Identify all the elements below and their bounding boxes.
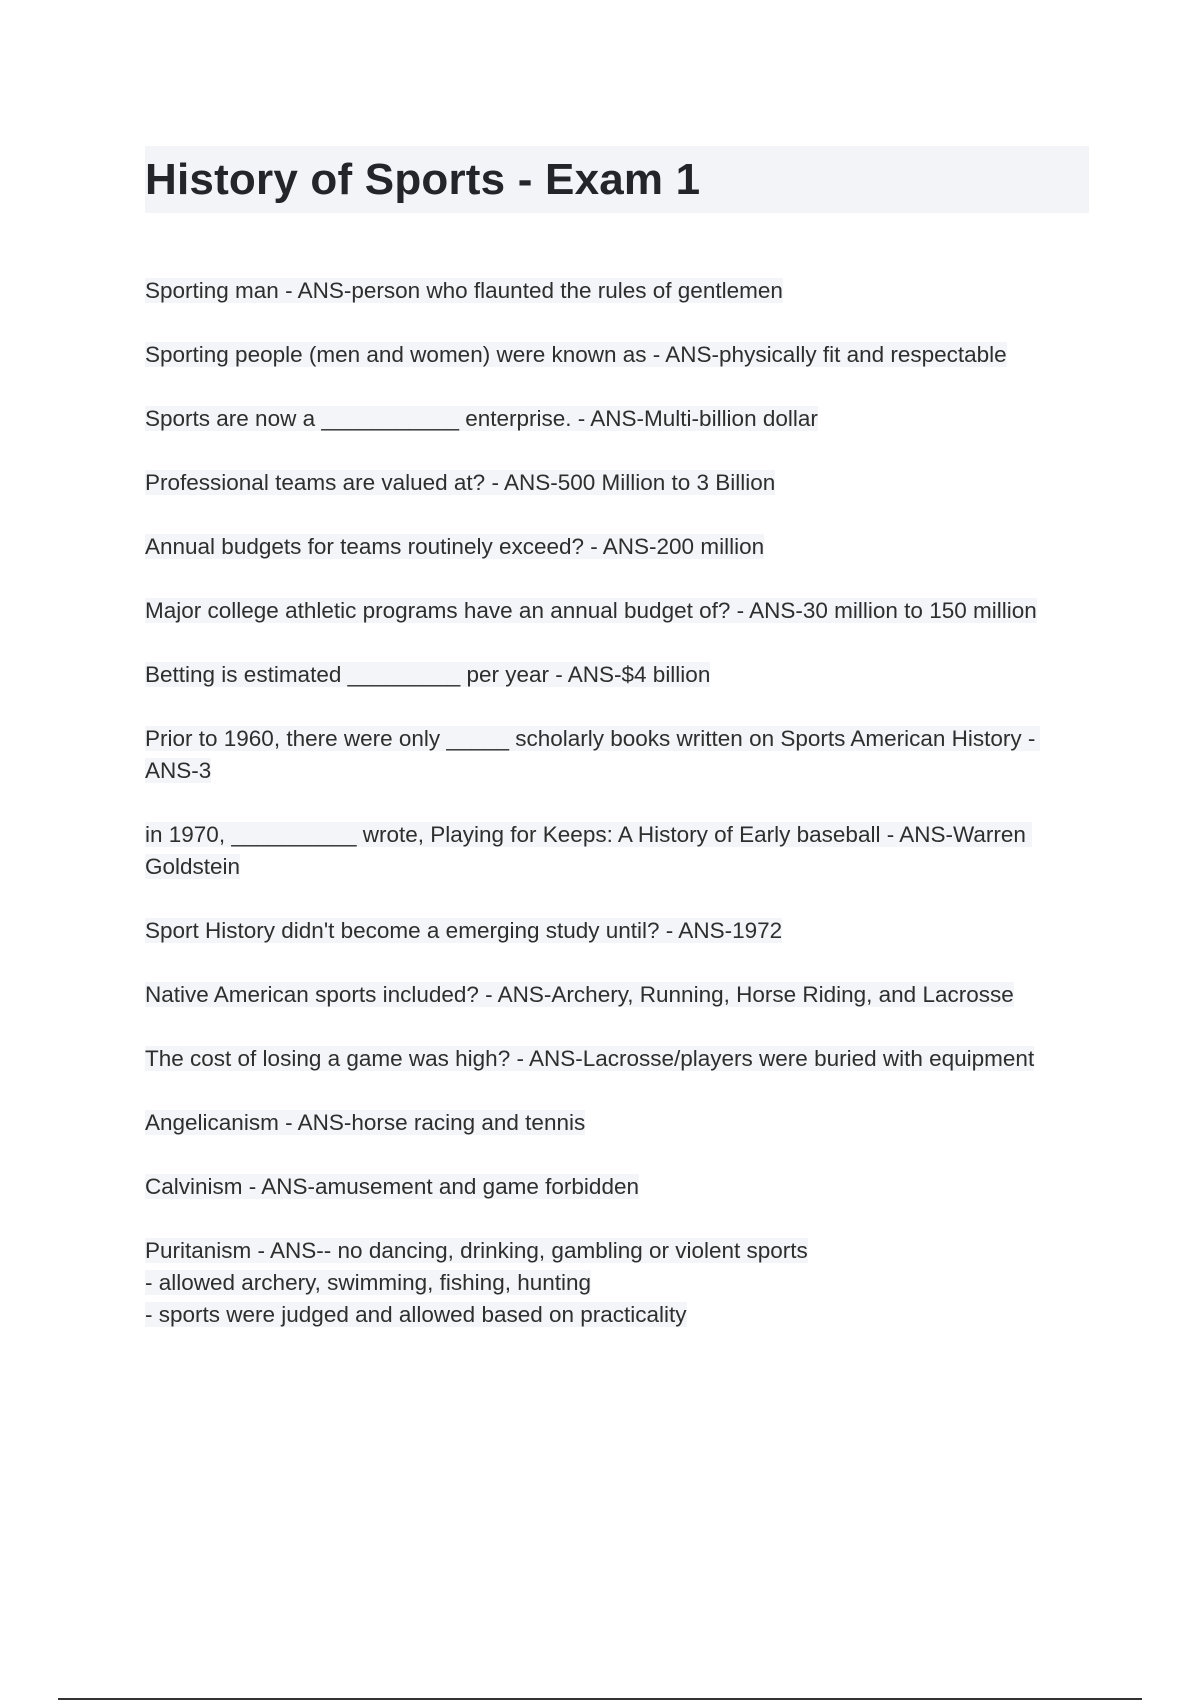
qa-item bbox=[145, 723, 1090, 787]
qa-item bbox=[145, 659, 1090, 691]
qa-item bbox=[145, 819, 1090, 883]
qa-text: The cost of losing a game was high? - ANS-Lacrosse/players were buried with equipment bbox=[145, 1046, 1035, 1071]
qa-text: Sporting man - ANS-person who flaunted the rules of gentlemen bbox=[145, 278, 783, 303]
qa-text: Sport History didn't become a emerging study until? - ANS-1972 bbox=[145, 918, 783, 943]
qa-item bbox=[145, 1107, 1090, 1139]
qa-text: Betting is estimated _________ per year - ANS-$4 billion bbox=[145, 662, 711, 687]
qa-item bbox=[145, 1043, 1090, 1075]
qa-item bbox=[145, 595, 1090, 627]
qa-text: Native American sports included? - ANS-Archery, Running, Horse Riding, and Lacrosse bbox=[145, 982, 1014, 1007]
qa-item bbox=[145, 339, 1090, 371]
qa-item bbox=[145, 275, 1090, 307]
qa-text: Angelicanism - ANS-horse racing and tennis bbox=[145, 1110, 586, 1135]
qa-item bbox=[145, 403, 1090, 435]
qa-text: Calvinism - ANS-amusement and game forbidden bbox=[145, 1174, 639, 1199]
qa-text: Prior to 1960, there were only _____ scholarly books written on Sports American History - ANS-3 bbox=[145, 726, 1041, 783]
qa-item bbox=[145, 531, 1090, 563]
qa-item bbox=[145, 1171, 1090, 1203]
qa-text: Puritanism - ANS-- no dancing, drinking, gambling or violent sports - allowed archery, swimming, fishing, hunting - sports were judged and allowed based on practicality bbox=[145, 1238, 808, 1327]
qa-text: Sports are now a ___________ enterprise. - ANS-Multi-billion dollar bbox=[145, 406, 818, 431]
qa-list bbox=[145, 275, 1090, 1363]
qa-item bbox=[145, 915, 1090, 947]
qa-text: Professional teams are valued at? - ANS-500 Million to 3 Billion bbox=[145, 470, 776, 495]
qa-text: Sporting people (men and women) were known as - ANS-physically fit and respectable bbox=[145, 342, 1007, 367]
qa-text: Major college athletic programs have an annual budget of? - ANS-30 million to 150 million bbox=[145, 598, 1037, 623]
qa-item bbox=[145, 467, 1090, 499]
page-title: History of Sports - Exam 1 bbox=[145, 155, 701, 204]
qa-text: Annual budgets for teams routinely exceed? - ANS-200 million bbox=[145, 534, 765, 559]
qa-item bbox=[145, 1235, 1090, 1331]
qa-item bbox=[145, 979, 1090, 1011]
qa-text: in 1970, __________ wrote, Playing for Keeps: A History of Early baseball - ANS-Warren Goldstein bbox=[145, 822, 1033, 879]
